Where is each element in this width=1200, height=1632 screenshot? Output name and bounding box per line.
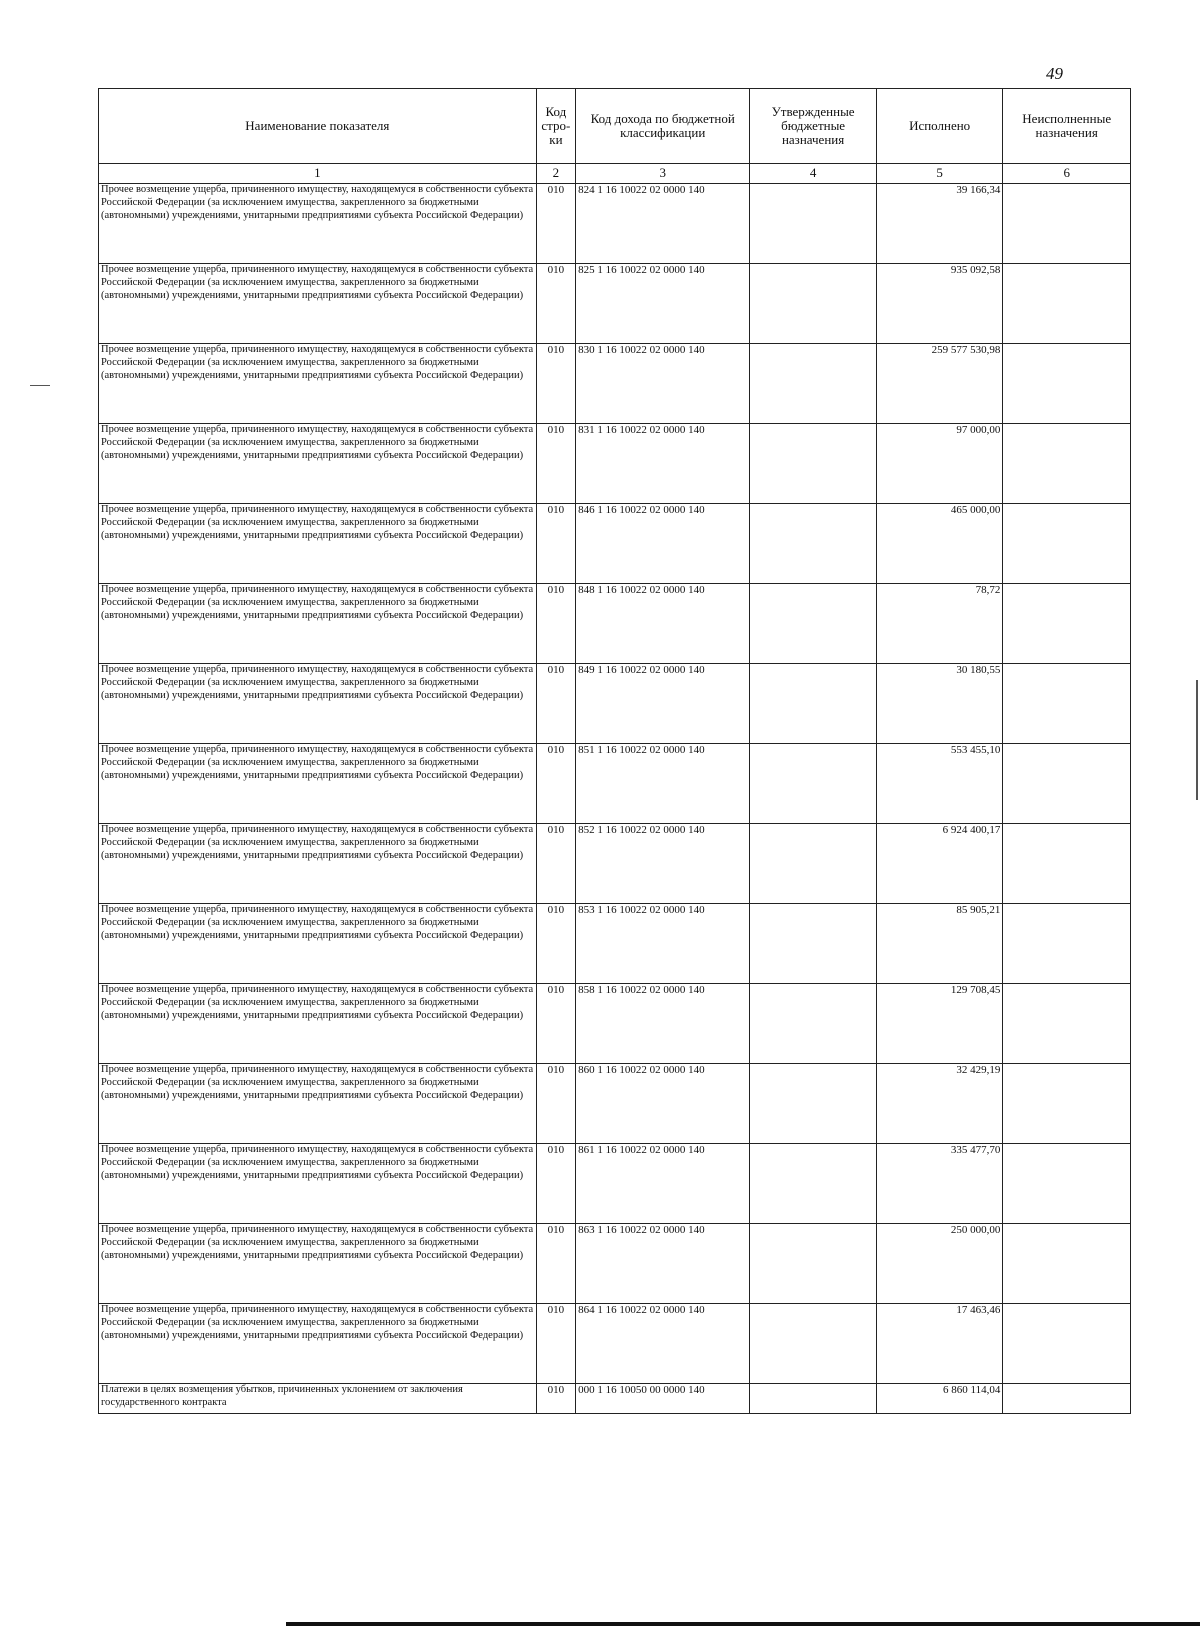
row-approved [750,664,877,744]
row-unexecuted [1003,1064,1131,1144]
row-approved [750,744,877,824]
row-code: 010 [536,344,575,424]
row-unexecuted [1003,1304,1131,1384]
budget-report-table [98,88,1131,1414]
table-row [99,744,1131,824]
row-approved [750,824,877,904]
row-name: Прочее возмещение ущерба, причиненного имуществу, находящемуся в собственности субъекта Российской Федерации (за исключением имущества, закрепленного за бюджетными (автономными) учреждениями, унитарными предприятиями субъекта Российской Федерации) [99,344,537,424]
row-executed: 259 577 530,98 [876,344,1003,424]
row-unexecuted [1003,824,1131,904]
header-income-code: Код дохода по бюджетной классификации [576,89,750,164]
row-classification: 851 1 16 10022 02 0000 140 [576,744,750,824]
row-classification: 824 1 16 10022 02 0000 140 [576,184,750,264]
row-name: Прочее возмещение ущерба, причиненного имуществу, находящемуся в собственности субъекта Российской Федерации (за исключением имущества, закрепленного за бюджетными (автономными) учреждениями, унитарными предприятиями субъекта Российской Федерации) [99,1224,537,1304]
row-approved [750,1144,877,1224]
table-row [99,664,1131,744]
row-executed: 335 477,70 [876,1144,1003,1224]
row-approved [750,264,877,344]
row-unexecuted [1003,664,1131,744]
scan-bottom-edge [286,1622,1200,1626]
row-classification: 860 1 16 10022 02 0000 140 [576,1064,750,1144]
row-classification: 861 1 16 10022 02 0000 140 [576,1144,750,1224]
row-approved [750,424,877,504]
column-number: 3 [576,164,750,184]
table-row [99,184,1131,264]
row-classification: 846 1 16 10022 02 0000 140 [576,504,750,584]
row-name: Прочее возмещение ущерба, причиненного имуществу, находящемуся в собственности субъекта Российской Федерации (за исключением имущества, закрепленного за бюджетными (автономными) учреждениями, унитарными предприятиями субъекта Российской Федерации) [99,504,537,584]
row-classification: 858 1 16 10022 02 0000 140 [576,984,750,1064]
table-row [99,904,1131,984]
row-name: Прочее возмещение ущерба, причиненного имуществу, находящемуся в собственности субъекта Российской Федерации (за исключением имущества, закрепленного за бюджетными (автономными) учреждениями, унитарными предприятиями субъекта Российской Федерации) [99,904,537,984]
table-row [99,344,1131,424]
row-approved [750,1304,877,1384]
row-code: 010 [536,1144,575,1224]
row-classification: 864 1 16 10022 02 0000 140 [576,1304,750,1384]
header-indicator-name: Наименование показателя [99,89,537,164]
row-approved [750,184,877,264]
row-name: Прочее возмещение ущерба, причиненного имуществу, находящемуся в собственности субъекта Российской Федерации (за исключением имущества, закрепленного за бюджетными (автономными) учреждениями, унитарными предприятиями субъекта Российской Федерации) [99,1144,537,1224]
row-classification: 830 1 16 10022 02 0000 140 [576,344,750,424]
row-unexecuted [1003,744,1131,824]
table-row [99,264,1131,344]
row-name: Платежи в целях возмещения убытков, причиненных уклонением от заключения государственного контракта [99,1384,537,1414]
row-executed: 39 166,34 [876,184,1003,264]
row-code: 010 [536,424,575,504]
row-executed: 465 000,00 [876,504,1003,584]
table-row [99,1304,1131,1384]
header-approved: Утвержденные бюджетные назначения [750,89,877,164]
row-name: Прочее возмещение ущерба, причиненного имуществу, находящемуся в собственности субъекта Российской Федерации (за исключением имущества, закрепленного за бюджетными (автономными) учреждениями, унитарными предприятиями субъекта Российской Федерации) [99,264,537,344]
column-number: 2 [536,164,575,184]
row-name: Прочее возмещение ущерба, причиненного имуществу, находящемуся в собственности субъекта Российской Федерации (за исключением имущества, закрепленного за бюджетными (автономными) учреждениями, унитарными предприятиями субъекта Российской Федерации) [99,744,537,824]
header-row-code: Код стро-ки [536,89,575,164]
row-code: 010 [536,1224,575,1304]
table-row [99,984,1131,1064]
row-name: Прочее возмещение ущерба, причиненного имуществу, находящемуся в собственности субъекта Российской Федерации (за исключением имущества, закрепленного за бюджетными (автономными) учреждениями, унитарными предприятиями субъекта Российской Федерации) [99,584,537,664]
header-executed: Исполнено [876,89,1003,164]
row-executed: 85 905,21 [876,904,1003,984]
row-code: 010 [536,504,575,584]
header-row [99,89,1131,164]
row-classification: 853 1 16 10022 02 0000 140 [576,904,750,984]
row-classification: 852 1 16 10022 02 0000 140 [576,824,750,904]
column-number: 5 [876,164,1003,184]
row-unexecuted [1003,1384,1131,1414]
row-name: Прочее возмещение ущерба, причиненного имуществу, находящемуся в собственности субъекта Российской Федерации (за исключением имущества, закрепленного за бюджетными (автономными) учреждениями, унитарными предприятиями субъекта Российской Федерации) [99,664,537,744]
table-row [99,1064,1131,1144]
row-name: Прочее возмещение ущерба, причиненного имуществу, находящемуся в собственности субъекта Российской Федерации (за исключением имущества, закрепленного за бюджетными (автономными) учреждениями, унитарными предприятиями субъекта Российской Федерации) [99,824,537,904]
table-row [99,584,1131,664]
row-classification: 825 1 16 10022 02 0000 140 [576,264,750,344]
row-code: 010 [536,584,575,664]
row-approved [750,904,877,984]
column-number: 6 [1003,164,1131,184]
row-executed: 30 180,55 [876,664,1003,744]
row-executed: 32 429,19 [876,1064,1003,1144]
scan-artifact-dash [30,385,50,386]
row-code: 010 [536,1384,575,1414]
row-classification: 000 1 16 10050 00 0000 140 [576,1384,750,1414]
row-approved [750,344,877,424]
row-code: 010 [536,664,575,744]
row-unexecuted [1003,504,1131,584]
row-classification: 863 1 16 10022 02 0000 140 [576,1224,750,1304]
row-code: 010 [536,984,575,1064]
row-classification: 831 1 16 10022 02 0000 140 [576,424,750,504]
column-number: 4 [750,164,877,184]
row-unexecuted [1003,1224,1131,1304]
table-row [99,1384,1131,1414]
row-name: Прочее возмещение ущерба, причиненного имуществу, находящемуся в собственности субъекта Российской Федерации (за исключением имущества, закрепленного за бюджетными (автономными) учреждениями, унитарными предприятиями субъекта Российской Федерации) [99,184,537,264]
row-name: Прочее возмещение ущерба, причиненного имуществу, находящемуся в собственности субъекта Российской Федерации (за исключением имущества, закрепленного за бюджетными (автономными) учреждениями, унитарными предприятиями субъекта Российской Федерации) [99,1304,537,1384]
scan-artifact-edge [1196,680,1198,800]
row-name: Прочее возмещение ущерба, причиненного имуществу, находящемуся в собственности субъекта Российской Федерации (за исключением имущества, закрепленного за бюджетными (автономными) учреждениями, унитарными предприятиями субъекта Российской Федерации) [99,1064,537,1144]
row-name: Прочее возмещение ущерба, причиненного имуществу, находящемуся в собственности субъекта Российской Федерации (за исключением имущества, закрепленного за бюджетными (автономными) учреждениями, унитарными предприятиями субъекта Российской Федерации) [99,984,537,1064]
page-number: 49 [1046,64,1063,83]
row-name: Прочее возмещение ущерба, причиненного имуществу, находящемуся в собственности субъекта Российской Федерации (за исключением имущества, закрепленного за бюджетными (автономными) учреждениями, унитарными предприятиями субъекта Российской Федерации) [99,424,537,504]
row-code: 010 [536,184,575,264]
row-executed: 553 455,10 [876,744,1003,824]
row-executed: 78,72 [876,584,1003,664]
row-executed: 17 463,46 [876,1304,1003,1384]
row-executed: 6 924 400,17 [876,824,1003,904]
row-executed: 935 092,58 [876,264,1003,344]
row-approved [750,984,877,1064]
row-code: 010 [536,264,575,344]
row-approved [750,1384,877,1414]
table-row [99,504,1131,584]
row-unexecuted [1003,344,1131,424]
row-unexecuted [1003,424,1131,504]
row-approved [750,1224,877,1304]
row-unexecuted [1003,984,1131,1064]
row-unexecuted [1003,264,1131,344]
row-unexecuted [1003,584,1131,664]
table-row [99,824,1131,904]
header-unexecuted: Неисполненные назначения [1003,89,1131,164]
row-classification: 849 1 16 10022 02 0000 140 [576,664,750,744]
table-row [99,1144,1131,1224]
row-unexecuted [1003,1144,1131,1224]
table-row [99,424,1131,504]
row-unexecuted [1003,184,1131,264]
row-code: 010 [536,1304,575,1384]
column-number: 1 [99,164,537,184]
row-executed: 97 000,00 [876,424,1003,504]
row-code: 010 [536,904,575,984]
column-number-row [99,164,1131,184]
row-executed: 6 860 114,04 [876,1384,1003,1414]
row-code: 010 [536,1064,575,1144]
row-approved [750,584,877,664]
row-classification: 848 1 16 10022 02 0000 140 [576,584,750,664]
row-approved [750,504,877,584]
row-code: 010 [536,744,575,824]
table-row [99,1224,1131,1304]
row-code: 010 [536,824,575,904]
row-unexecuted [1003,904,1131,984]
row-executed: 250 000,00 [876,1224,1003,1304]
row-executed: 129 708,45 [876,984,1003,1064]
row-approved [750,1064,877,1144]
